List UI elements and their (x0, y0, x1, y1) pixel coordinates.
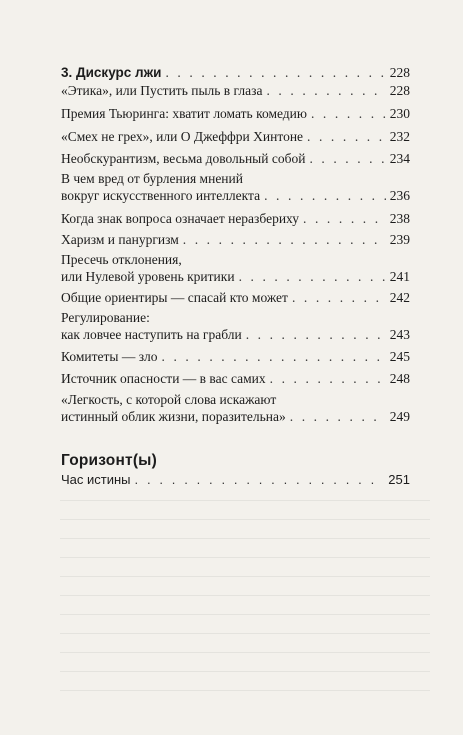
toc-entry-title: истинный облик жизни, поразительна» (61, 409, 286, 424)
dot-leader (292, 289, 386, 306)
toc-entry-title: вокруг искусственного интеллекта (61, 188, 261, 203)
dot-leader (266, 82, 385, 99)
toc-entry-page-number: 248 (389, 371, 410, 386)
toc-entry (61, 370, 410, 387)
toc-entry-title: Когда знак вопроса означает неразбериху (61, 211, 300, 226)
toc-entry-title: «Этика», или Пустить пыль в глаза (61, 83, 263, 98)
dot-leader (183, 231, 386, 248)
toc-entry-title: Харизм и панургизм (61, 232, 179, 247)
dot-leader (135, 471, 385, 488)
toc-section-entry-row (61, 471, 410, 488)
toc-entry-page-number: 249 (389, 409, 410, 424)
toc-entry (61, 289, 410, 306)
toc-entry-line: В чем вред от бурления мнений (61, 171, 243, 186)
dot-leader (162, 348, 386, 365)
toc-entry-page-number: 241 (389, 269, 410, 284)
toc-chapter-row (61, 64, 410, 81)
toc-entry-page-number: 236 (389, 188, 410, 203)
section-entry-page-number: 251 (388, 472, 410, 487)
toc-entry-title: Источник опасности — в вас самих (61, 371, 266, 386)
toc-entry-title: «Смех не грех», или О Джеффри Хинтоне (61, 129, 304, 144)
dot-leader (165, 64, 385, 81)
toc-entry (61, 105, 410, 122)
dot-leader (303, 210, 386, 227)
toc-entry-page-number: 242 (389, 290, 410, 305)
dot-leader (270, 370, 386, 387)
toc-entry-title: Премия Тьюринга: хватит ломать комедию (61, 106, 307, 121)
toc-entry-page-number: 243 (389, 327, 410, 342)
toc-entry-title: как ловчее наступить на грабли (61, 327, 242, 342)
bleed-through-text (60, 500, 430, 700)
toc-entry-title: Необскурантизм, весьма довольный собой (61, 151, 306, 166)
toc-entry-page-number: 228 (389, 83, 410, 98)
section-heading: Горизонт(ы) (61, 452, 157, 469)
toc-entry-page-number: 234 (389, 151, 410, 166)
toc-entry (61, 170, 410, 204)
chapter-page-number: 228 (389, 65, 410, 80)
dot-leader (311, 105, 386, 122)
dot-leader (239, 268, 386, 285)
toc-entry-line: «Легкость, с которой слова искажают (61, 392, 277, 407)
toc-entry (61, 210, 410, 227)
section-entry-title: Час истины (61, 472, 131, 487)
toc-entry (61, 251, 410, 285)
chapter-title: 3. Дискурс лжи (61, 65, 162, 80)
toc-entry-page-number: 232 (389, 129, 410, 144)
toc-entry (61, 150, 410, 167)
dot-leader (307, 128, 386, 145)
toc-entry (61, 391, 410, 425)
toc-entry (61, 231, 410, 248)
toc-entry (61, 309, 410, 343)
dot-leader (246, 326, 386, 343)
toc-entry (61, 82, 410, 99)
toc-entry (61, 128, 410, 145)
toc-entry-title: или Нулевой уровень критики (61, 269, 235, 284)
dot-leader (290, 408, 386, 425)
toc-entry-page-number: 245 (389, 349, 410, 364)
toc-entry-line: Пресечь отклонения, (61, 252, 182, 267)
toc-entry (61, 348, 410, 365)
toc-entry-page-number: 230 (389, 106, 410, 121)
dot-leader (309, 150, 385, 167)
toc-entry-title: Общие ориентиры — спасай кто может (61, 290, 288, 305)
toc-entry-line: Регулирование: (61, 310, 150, 325)
dot-leader (264, 187, 386, 204)
toc-entry-page-number: 238 (389, 211, 410, 226)
toc-entry-page-number: 239 (389, 232, 410, 247)
toc-entry-title: Комитеты — зло (61, 349, 158, 364)
